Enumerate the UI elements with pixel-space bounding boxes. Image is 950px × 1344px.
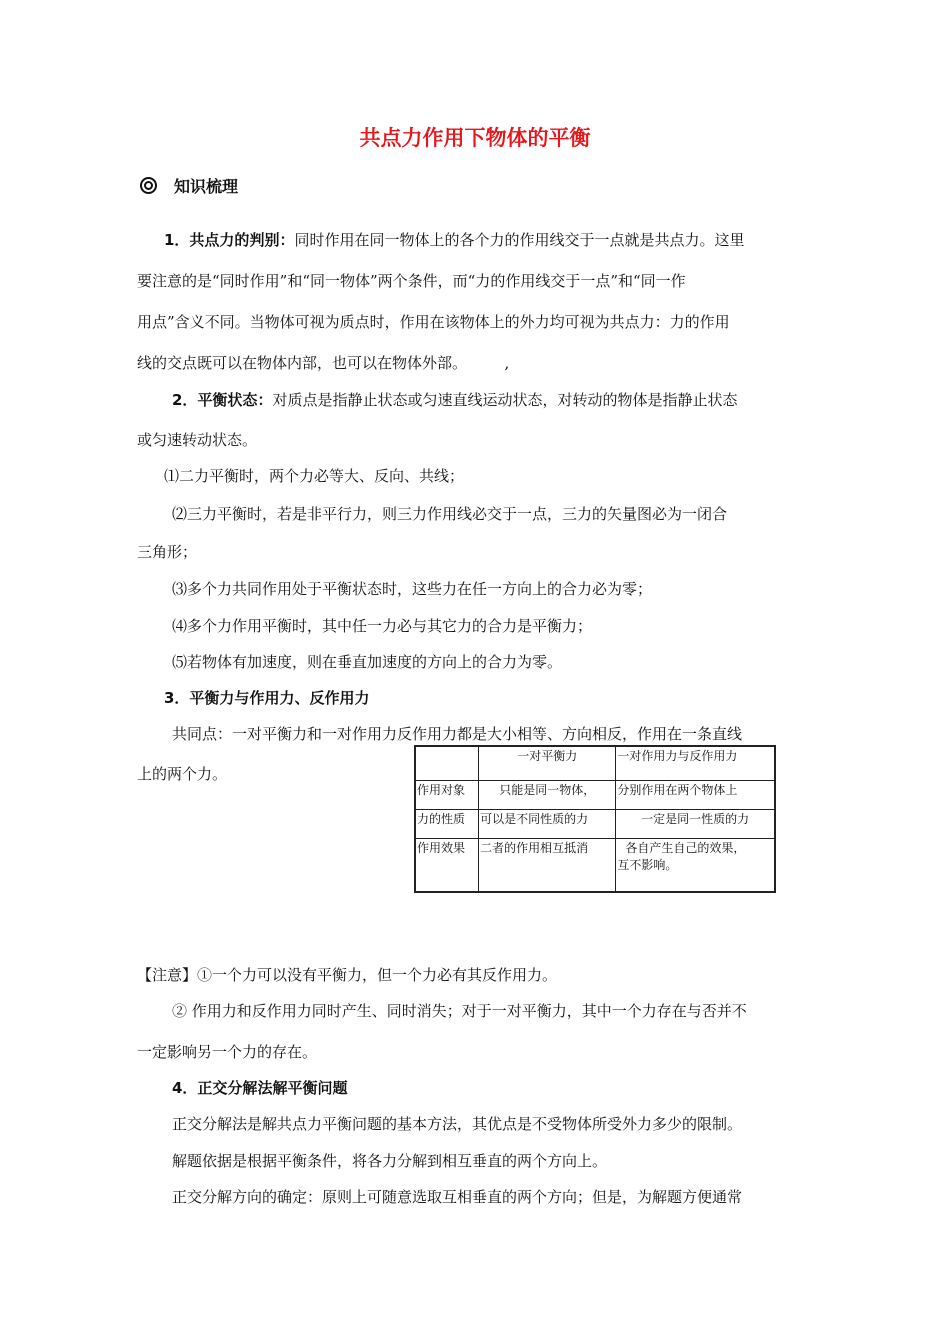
p1-line2: 要注意的是“同时作用”和“同一物体”两个条件，而“力的作用线交于一点”和“同一作 — [137, 272, 686, 290]
p4-line1: 正交分解法是解共点力平衡问题的基本方法，其优点是不受物体所受外力多少的限制。 — [172, 1115, 743, 1133]
note-line1: 【注意】①一个力可以没有平衡力，但一个力必有其反作用力。 — [137, 966, 558, 984]
p1-line4: 线的交点既可以在物体内部，也可以在物体外部。 , — [137, 354, 510, 372]
p2-line1: 2．平衡状态：对质点是指静止状态或匀速直线运动状态，对转动的物体是指静止状态 — [172, 391, 738, 409]
comparison-table — [414, 745, 776, 893]
p2-line2: 或匀速转动状态。 — [137, 431, 258, 449]
p1-line3: 用点”含义不同。当物体可视为质点时，作用在该物体上的外力均可视为共点力：力的作用 — [137, 313, 730, 331]
table-cell: 可以是不同性质的力 — [479, 809, 616, 838]
table-header-row — [415, 746, 775, 780]
note-line3: 一定影响另一个力的存在。 — [137, 1043, 318, 1061]
table-cell: 分别作用在两个物体上 — [616, 780, 775, 809]
table-header-cell: 一对平衡力 — [479, 746, 616, 780]
list-item-3: ⑶多个力共同作用处于平衡状态时，这些力在任一方向上的合力必为零； — [172, 580, 653, 598]
list-item-5: ⑸若物体有加速度，则在垂直加速度的方向上的合力为零。 — [172, 653, 563, 671]
table-header-cell: 一对作用力与反作用力 — [616, 746, 775, 780]
p2-label: 2．平衡状态： — [172, 391, 273, 409]
p4-line3: 正交分解方向的确定：原则上可随意选取互相垂直的两个方向；但是，为解题方便通常 — [172, 1188, 743, 1206]
table-row — [415, 780, 775, 809]
double-circle-icon — [140, 177, 157, 194]
table-row — [415, 809, 775, 838]
p3-line2: 上的两个力。 — [137, 765, 228, 783]
table-cell: 作用效果 — [415, 838, 479, 892]
p4-line2: 解题依据是根据平衡条件，将各力分解到相互垂直的两个方向上。 — [172, 1152, 608, 1170]
table-cell: 各自产生自己的效果， 互不影响。 — [616, 838, 775, 892]
p3-heading: 3．平衡力与作用力、反作用力 — [164, 689, 370, 707]
section-heading — [140, 174, 238, 197]
table-row — [415, 838, 775, 892]
p3-line1: 共同点：一对平衡力和一对作用力反作用力都是大小相等、方向相反，作用在一条直线 — [172, 725, 743, 743]
table-cell: 一定是同一性质的力 — [616, 809, 775, 838]
table-cell: 作用对象 — [415, 780, 479, 809]
list-item-4: ⑷多个力作用平衡时，其中任一力必与其它力的合力是平衡力； — [172, 617, 593, 635]
p1-label: 1．共点力的判别： — [164, 231, 295, 249]
table-cell: 力的性质 — [415, 809, 479, 838]
list-item-2-cont: 三角形； — [137, 543, 198, 561]
table-cell: 只能是同一物体， — [479, 780, 616, 809]
section-heading-text: 知识梳理 — [174, 177, 239, 196]
table-header-cell — [415, 746, 479, 780]
page-title: 共点力作用下物体的平衡 — [359, 126, 591, 150]
list-item-1: ⑴二力平衡时，两个力必等大、反向、共线； — [164, 467, 465, 485]
table-cell: 二者的作用相互抵消 — [479, 838, 616, 892]
p1-line1: 1．共点力的判别：同时作用在同一物体上的各个力的作用线交于一点就是共点力。这里 — [164, 231, 745, 249]
p4-heading: 4．正交分解法解平衡问题 — [172, 1079, 348, 1097]
note-line2: ② 作用力和反作用力同时产生、同时消失；对于一对平衡力，其中一个力存在与否并不 — [172, 1002, 747, 1020]
list-item-2: ⑵三力平衡时，若是非平行力，则三力作用线必交于一点，三力的矢量图必为一闭合 — [172, 505, 728, 523]
